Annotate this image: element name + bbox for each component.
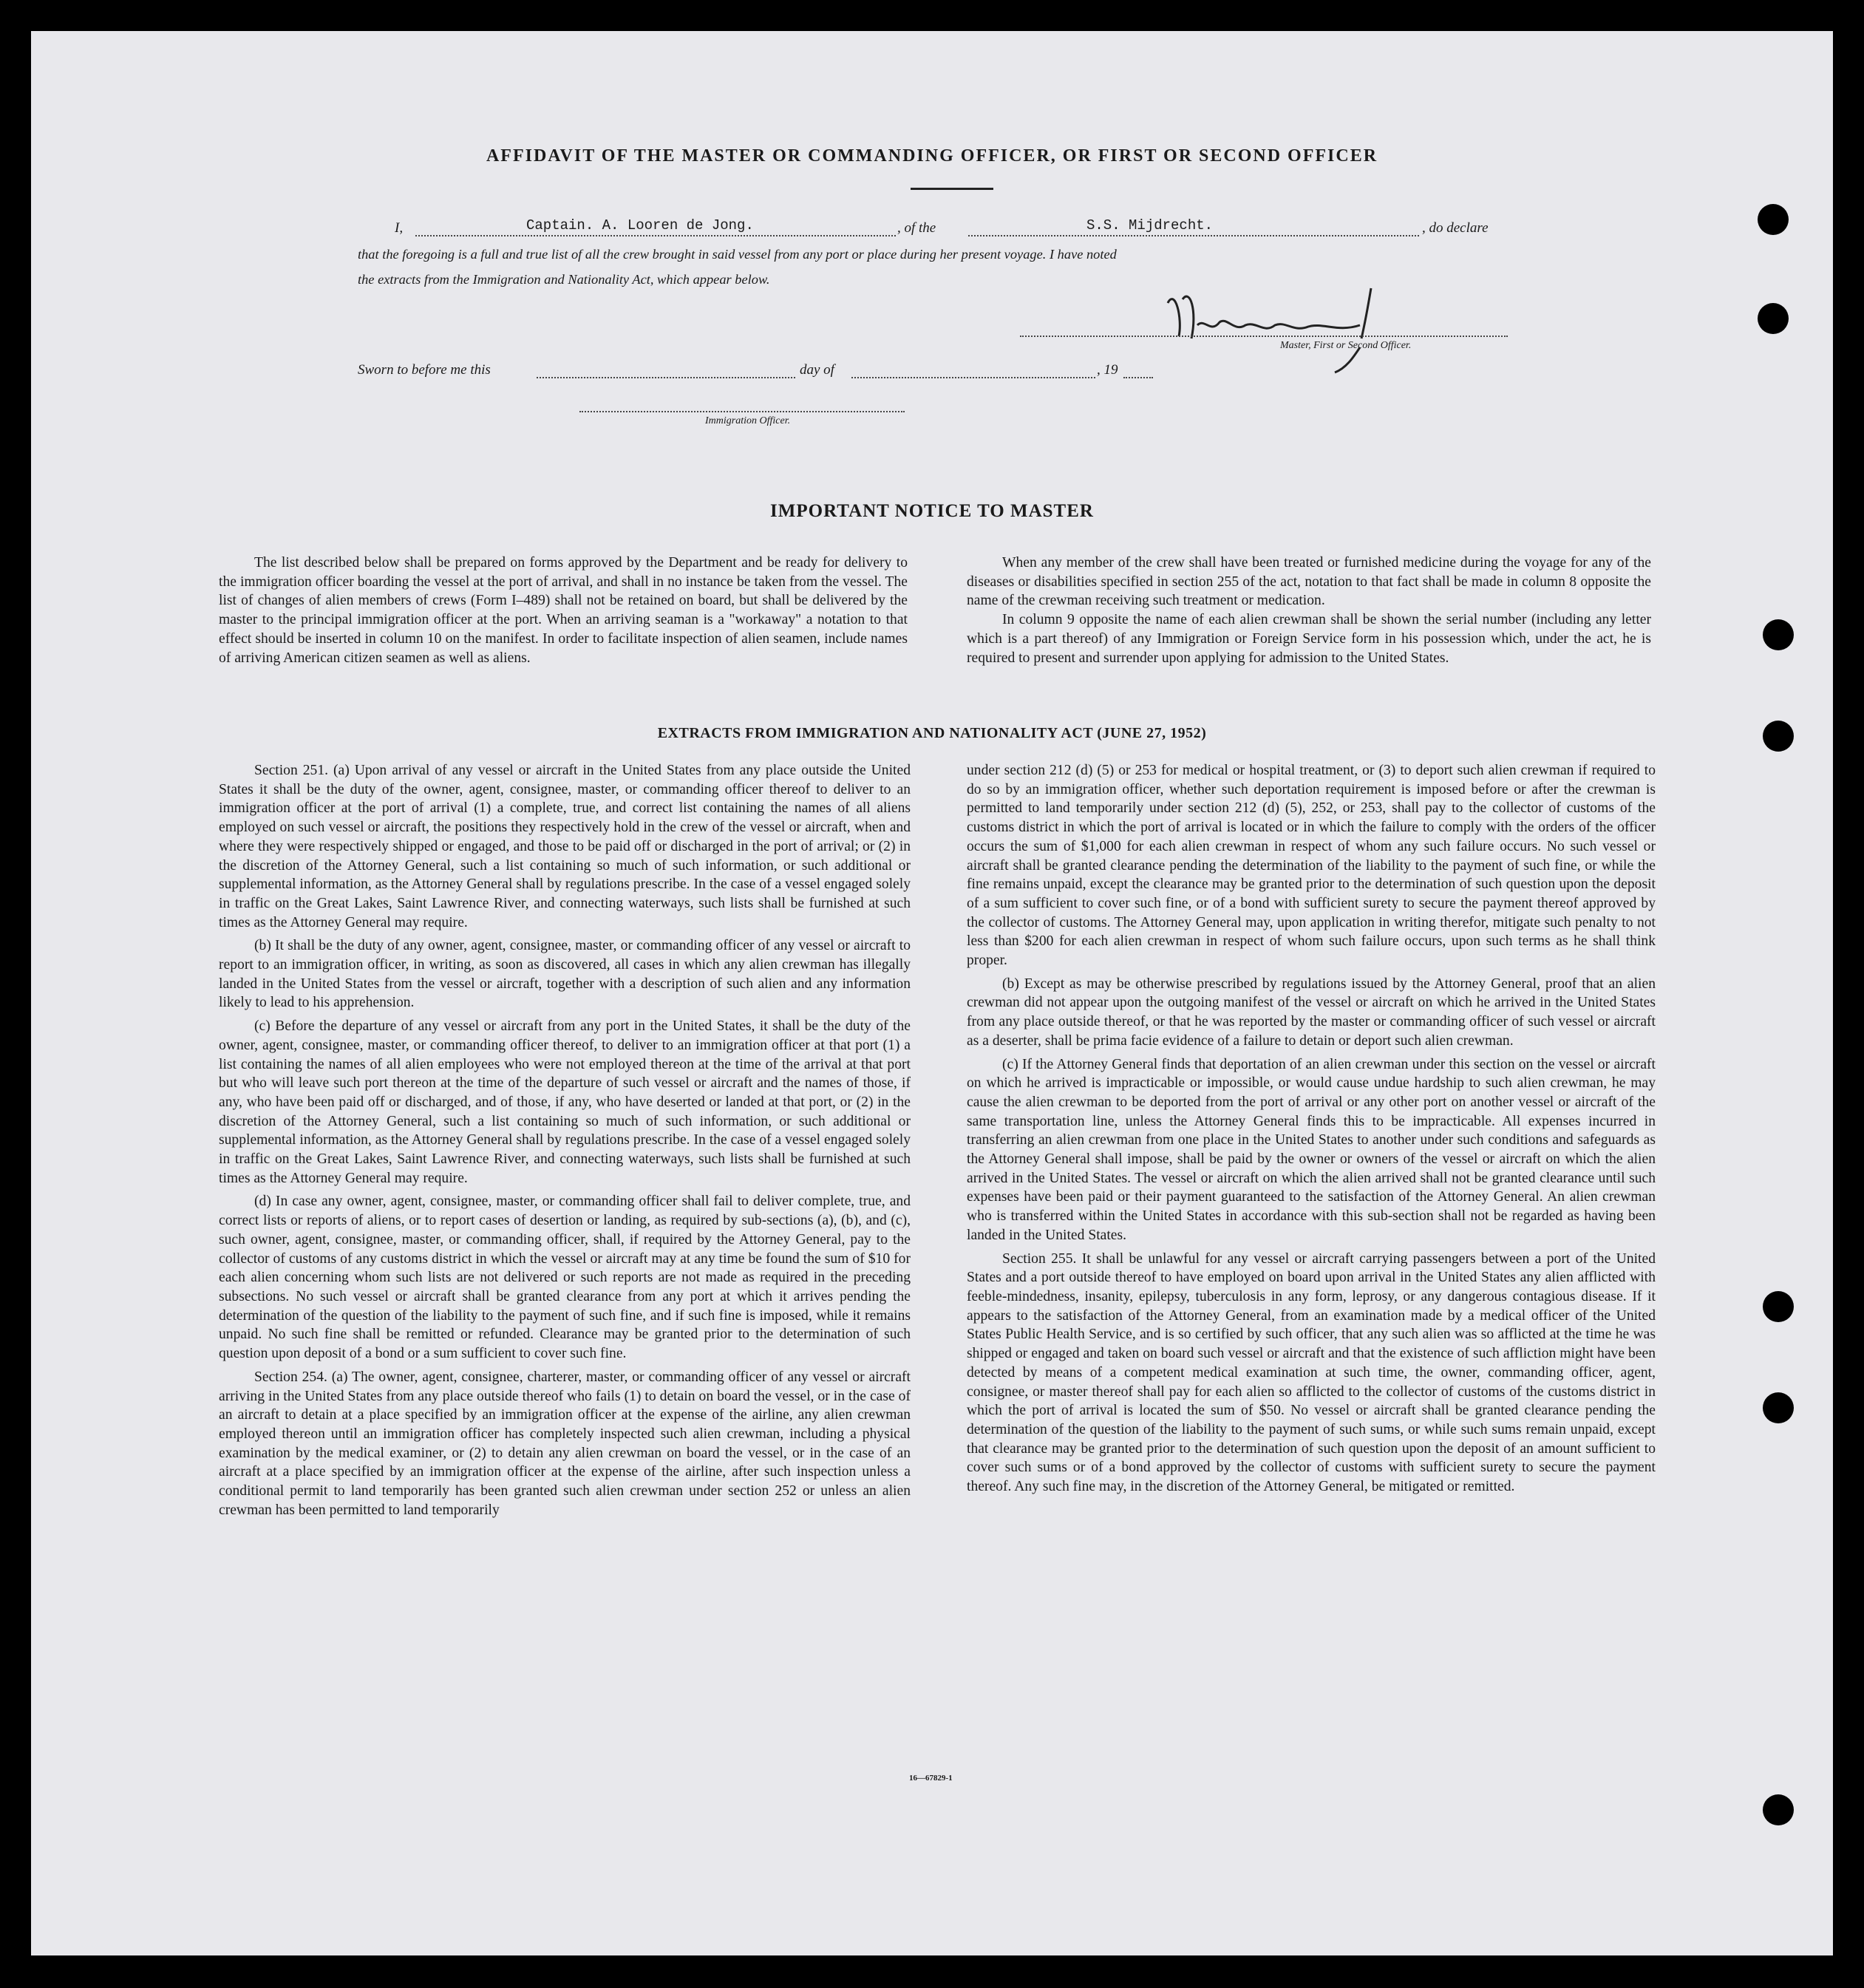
sworn-label: Sworn to before me this [358, 362, 491, 378]
section-255: Section 255. It shall be unlawful for any vessel or aircraft carrying passengers between a port of the United States and a port outside thereof to have employed on board upon arrival in the United States any alien afflicted with feeble-mindedness, insanity, epilepsy, tuberculosis in any form, leprosy, or any dangerous contagious disease. If it appears to the satisfaction of the Attorney General, from an examination made by a medical officer of the United States Public Health Service, and is so certified by such officer, that any such alien was so afflicted at the time he was shipped or engaged and taken on board such vessel or aircraft and that the existence of such affliction might have been detected by means of a competent medical examination at such time, the owner, commanding officer, agent, consignee, or master thereof shall pay for each alien so afflicted to the collector of customs of the customs district in which the port of arrival is located the sum of $50. No vessel or aircraft shall be granted clearance pending the determination of the question of the liability to the payment of such sums, or while such sums remain unpaid, except that clearance may be granted prior to the determination of such question upon the deposit of an amount sufficient to cover such sums or of a bond approved by the collector of customs with sufficient surety to secure the payment thereof. Any such fine may, in the discretion of the Attorney General, be mitigated or remitted. [967, 1250, 1656, 1495]
affidavit-line-3: the extracts from the Immigration and Nationality Act, which appear below. [358, 272, 770, 287]
punch-hole [1763, 1291, 1794, 1322]
sworn-year-line [1123, 377, 1153, 378]
section-254a-continued: under section 212 (d) (5) or 253 for medical or hospital treatment, or (3) to deport such alien crewman if required to do so by an immigration officer, whether such deportation requirement is imposed before or after the crewman is permitted to land temporarily under section 212 (d) (5), 252, or 253, shall pay to the collector of customs of the customs district in which the port of arrival is located or in which the failure to comply with the orders of the officer occurs the sum of $1,000 for each alien crewman in respect of whom any such failure occurs. No such vessel or aircraft shall be granted clearance pending the determination of the liability to the payment of such fine, or while the fine remains unpaid, except the clearance may be granted prior to the determination of such question upon the deposit of a sum sufficient to cover such fine, or of a bond with sufficient surety to secure the payment thereof approved by the collector of customs. The Attorney General may, upon application in writing therefor, mitigate such penalty to not less than $200 for each alien crewman in respect of whom such failure occurs, upon such terms as he shall think proper. [967, 763, 1656, 969]
master-signature-line [1020, 336, 1508, 337]
section-251a: Section 251. (a) Upon arrival of any vessel or aircraft in the United States from any place outside the United States it shall be the duty of the owner, agent, consignee, master, or commanding officer thereof to deliver to an immigration officer at the port of arrival (1) a complete, true, and correct list containing the names of all aliens employed on such vessel or aircraft, the positions they respectively hold in the crew of the vessel or aircraft, when and where they were respectively shipped or engaged, and those to be paid off or discharged in the port of arrival; or (2) in the discretion of the Attorney General, such a list containing so much of such information, or such additional or supplemental information, as the Attorney General shall by regulations prescribe. In the case of a vessel engaged solely in traffic on the Great Lakes, Saint Lawrence River, and connecting waterways, such lists shall be furnished at such times as the Attorney General may require. [219, 763, 911, 930]
punch-hole [1758, 204, 1789, 235]
of-the-label: , of the [897, 220, 936, 236]
section-251d: (d) In case any owner, agent, consignee, master, or commanding officer shall fail to deliver complete, true, and correct lists or reports of aliens, or to report cases of desertion or landing, as required by sub-sections (a), (b), and (c), such owner, agent, consignee, master, or commanding officer, shall, if required by the Attorney General, pay to the collector of customs of any customs district in which the vessel or aircraft may at any time be found the sum of $10 for each alien concerning whom such lists are not delivered or such reports are not made as required in the preceding subsections. No such vessel or aircraft shall be granted clearance from any port at which it arrives pending the determination of the question of the liability to the payment of such fine, and if such fine is imposed, while it remains unpaid. No such fine shall be remitted or refunded. Clearance may be granted prior to the determination of such question upon deposit of a bond or a sum sufficient to cover such fine. [219, 1194, 911, 1362]
master-label: Master, First or Second Officer. [1280, 340, 1412, 351]
sworn-day-line [537, 377, 795, 378]
declarant-line [415, 235, 896, 236]
affidavit-line-2: that the foregoing is a full and true list of all the crew brought in said vessel from any port or place during her present voyage. I have noted [358, 247, 1117, 262]
punch-hole [1763, 1392, 1794, 1423]
punch-hole [1758, 303, 1789, 334]
notice-left-column [219, 554, 908, 672]
vessel-field[interactable]: S.S. Mijdrecht. [1086, 217, 1214, 234]
sworn-month-line [851, 377, 1095, 378]
i-label: I, [395, 220, 404, 236]
declarant-field[interactable]: Captain. A. Looren de Jong. [526, 217, 754, 234]
punch-hole [1763, 1794, 1794, 1825]
notice-title: IMPORTANT NOTICE TO MASTER [770, 501, 1094, 521]
immigration-officer-label: Immigration Officer. [705, 415, 791, 426]
notice-right-text-2: In column 9 opposite the name of each alien crewman shall be shown the serial number (including any letter which is a part thereof) of any Immigration or Foreign Service form in his possession which, under the act, he is required to present and surrender upon applying for admission to the United States. [967, 612, 1651, 666]
notice-right-text-1: When any member of the crew shall have been treated or furnished medicine during the voyage for any of the diseases or disabilities specified in section 255 of the act, notation to that fact shall be made in column 8 opposite the name of the crewman receiving such treatment or medication. [967, 555, 1651, 609]
vessel-line [968, 235, 1419, 236]
day-of-label: day of [800, 362, 834, 378]
section-254c: (c) If the Attorney General finds that deportation of an alien crewman under this section on the vessel or aircraft on which he arrived is impracticable or impossible, or would cause undue hardship to such alien crewman, he may cause the alien crewman to be deported from the port of arrival or any other port on another vessel or aircraft of the same transportation line, unless the Attorney General finds this to be impracticable. All expenses incurred in transferring an alien crewman from one place in the United States to another under such conditions and safeguards as the Attorney General shall impose, shall be paid by the owner or owners of the vessel or aircraft on which the alien arrived in the United States. The vessel or aircraft on which the alien arrived shall not be granted clearance until such expenses have been paid or their payment guaranteed to the satisfaction of the Attorney General. An alien crewman who is transferred within the United States in accordance with this sub-section shall not be regarded as having been landed in the United States. [967, 1056, 1656, 1243]
extracts-right-column [967, 761, 1656, 1501]
notice-left-text: The list described below shall be prepared on forms approved by the Department and be ready for delivery to the immigration officer boarding the vessel at the port of arrival, and shall in no instance be taken from the vessel. The list of changes of alien members of crews (Form I–489) shall not be retained on board, but shall be delivered by the master to the principal immigration officer at the port. When an arriving seaman is a "workaway" a notation to that effect should be inserted in column 10 on the manifest. In order to facilitate inspection of alien seamen, include names of arriving American citizen seamen as well as aliens. [219, 555, 908, 666]
year-label: , 19 [1097, 362, 1118, 378]
title-rule [911, 188, 993, 190]
notice-right-column [967, 554, 1651, 667]
section-251b: (b) It shall be the duty of any owner, agent, consignee, master, or commanding officer of any vessel or aircraft to report to an immigration officer, in writing, as soon as discovered, all cases in which any alien crewman has illegally landed in the United States from the vessel or aircraft, together with a description of such alien and any information likely to lead to his apprehension. [219, 938, 911, 1011]
extracts-left-column [219, 761, 911, 1524]
immigration-officer-line [579, 411, 905, 412]
punch-hole [1763, 619, 1794, 650]
extracts-title: EXTRACTS FROM IMMIGRATION AND NATIONALITY ACT (JUNE 27, 1952) [657, 725, 1207, 741]
do-declare-label: , do declare [1422, 220, 1489, 236]
section-254a: Section 254. (a) The owner, agent, consignee, charterer, master, or commanding officer of any vessel or aircraft arriving in the United States from any place outside thereof who fails (1) to detain on board the vessel, or in the case of an aircraft to detain at a place specified by an immigration officer at the expense of the airline, any alien crewman employed thereon until an immigration officer has completely inspected such alien crewman, including a physical examination by the medical examiner, or (2) to detain any alien crewman on board the vessel, or in the case of an aircraft at a place specified by an immigration officer at the expense of the airline, after such inspection unless a conditional permit to land temporarily has been granted such alien crewman under section 252 or unless an alien crewman has been permitted to land temporarily [219, 1369, 911, 1518]
section-251c: (c) Before the departure of any vessel or aircraft from any port in the United States, it shall be the duty of the owner, agent, consignee, master, or commanding officer thereof, to deliver to an immigration officer at that port (1) a list containing the names of all alien employees who were not employed thereon at the time of the arrival at that port but who will leave such port thereon at the time of the departure of such vessel or aircraft and the names of those, if any, who have been paid off or discharged, and of those, if any, who have deserted or landed at that port, or (2) in the discretion of the Attorney General, such a list containing so much of such information, or such additional or supplemental information, as the Attorney General shall by regulations prescribe. In the case of a vessel engaged solely in traffic on the Great Lakes, Saint Lawrence River, and connecting waterways, such lists shall be furnished at such times as the Attorney General may require. [219, 1018, 911, 1186]
affidavit-title: AFFIDAVIT OF THE MASTER OR COMMANDING OFFICER, OR FIRST OR SECOND OFFICER [486, 146, 1378, 166]
section-254b: (b) Except as may be otherwise prescribed by regulations issued by the Attorney General, proof that an alien crewman did not appear upon the outgoing manifest of the vessel or aircraft on which he arrived in the United States from any place outside thereof, or that he was reported by the master or commanding officer of such vessel or aircraft as a deserter, shall be prima facie evidence of a failure to detain or deport such alien crewman. [967, 976, 1656, 1049]
master-signature [1153, 273, 1419, 377]
print-code: 16—67829-1 [909, 1774, 953, 1783]
